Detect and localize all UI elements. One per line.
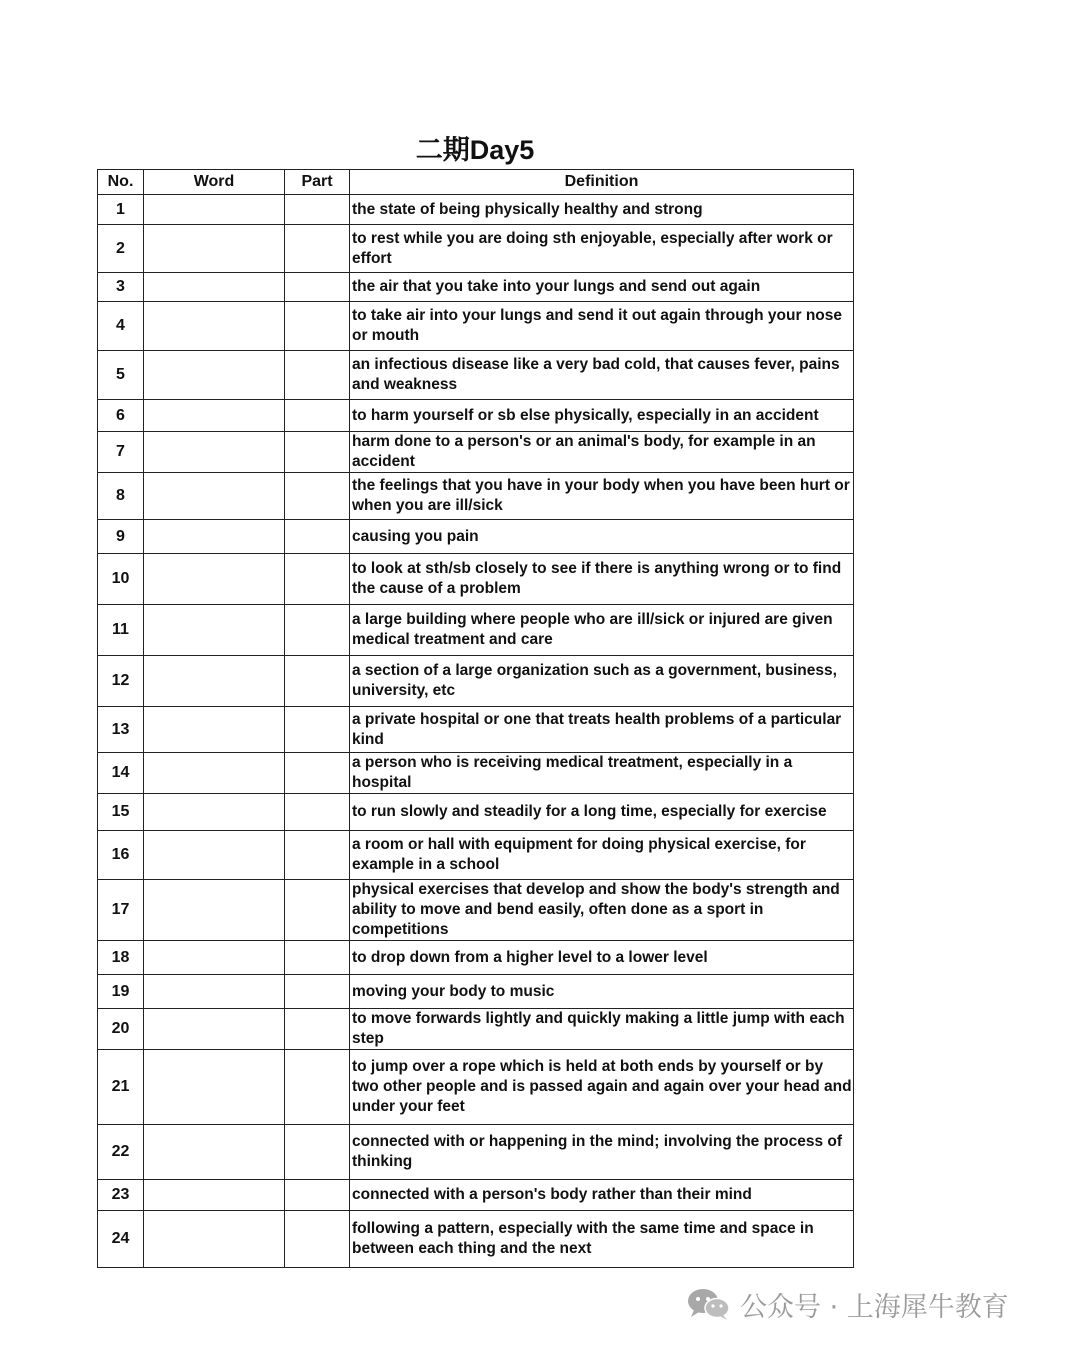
table-row <box>98 400 854 432</box>
table-row <box>98 432 854 473</box>
row-number: 6 <box>98 400 144 432</box>
row-number: 7 <box>98 432 144 473</box>
definition-cell: to rest while you are doing sth enjoyable, especially after work or effort <box>350 225 854 273</box>
word-cell <box>144 605 285 656</box>
row-number: 10 <box>98 554 144 605</box>
row-number: 24 <box>98 1211 144 1268</box>
part-cell <box>285 302 350 351</box>
row-number: 5 <box>98 351 144 400</box>
word-cell <box>144 520 285 554</box>
table-row <box>98 520 854 554</box>
definition-cell: a large building where people who are ill/sick or injured are given medical treatment and care <box>350 605 854 656</box>
watermark-text: 公众号 · 上海犀牛教育 <box>740 1291 1009 1323</box>
definition-cell: causing you pain <box>350 520 854 554</box>
watermark <box>686 1284 1009 1324</box>
part-cell <box>285 941 350 975</box>
table-row <box>98 1009 854 1050</box>
vocabulary-table <box>97 169 854 1268</box>
table-header-row <box>98 170 854 195</box>
definition-cell: a section of a large organization such as a government, business, university, etc <box>350 656 854 707</box>
table-row <box>98 707 854 753</box>
table-row <box>98 1050 854 1125</box>
definition-cell: to look at sth/sb closely to see if there is anything wrong or to find the cause of a problem <box>350 554 854 605</box>
row-number: 12 <box>98 656 144 707</box>
row-number: 20 <box>98 1009 144 1050</box>
part-cell <box>285 753 350 794</box>
part-cell <box>285 1211 350 1268</box>
word-cell <box>144 1009 285 1050</box>
word-cell <box>144 1050 285 1125</box>
word-cell <box>144 473 285 520</box>
word-cell <box>144 432 285 473</box>
part-cell <box>285 656 350 707</box>
word-cell <box>144 1211 285 1268</box>
word-cell <box>144 273 285 302</box>
table-row <box>98 656 854 707</box>
row-number: 15 <box>98 794 144 831</box>
header-definition: Definition <box>350 170 854 195</box>
part-cell <box>285 605 350 656</box>
definition-cell: to move forwards lightly and quickly making a little jump with each step <box>350 1009 854 1050</box>
definition-cell: physical exercises that develop and show the body's strength and ability to move and bend easily, often done as a sport in competitions <box>350 880 854 941</box>
word-cell <box>144 302 285 351</box>
word-cell <box>144 880 285 941</box>
word-cell <box>144 1125 285 1180</box>
header-word: Word <box>144 170 285 195</box>
part-cell <box>285 1180 350 1211</box>
word-cell <box>144 707 285 753</box>
table-row <box>98 794 854 831</box>
definition-cell: the state of being physically healthy and strong <box>350 195 854 225</box>
definition-cell: a person who is receiving medical treatment, especially in a hospital <box>350 753 854 794</box>
word-cell <box>144 753 285 794</box>
definition-cell: connected with a person's body rather than their mind <box>350 1180 854 1211</box>
part-cell <box>285 400 350 432</box>
table-row <box>98 1180 854 1211</box>
row-number: 22 <box>98 1125 144 1180</box>
page-title: 二期Day5 <box>415 135 535 165</box>
row-number: 14 <box>98 753 144 794</box>
part-cell <box>285 432 350 473</box>
part-cell <box>285 195 350 225</box>
part-cell <box>285 554 350 605</box>
part-cell <box>285 794 350 831</box>
word-cell <box>144 794 285 831</box>
word-cell <box>144 351 285 400</box>
table-row <box>98 225 854 273</box>
word-cell <box>144 975 285 1009</box>
row-number: 8 <box>98 473 144 520</box>
wechat-icon <box>686 1286 732 1322</box>
table-row <box>98 195 854 225</box>
part-cell <box>285 1050 350 1125</box>
word-cell <box>144 195 285 225</box>
part-cell <box>285 1125 350 1180</box>
part-cell <box>285 225 350 273</box>
row-number: 19 <box>98 975 144 1009</box>
table-row <box>98 302 854 351</box>
row-number: 11 <box>98 605 144 656</box>
row-number: 16 <box>98 831 144 880</box>
row-number: 13 <box>98 707 144 753</box>
table-row <box>98 473 854 520</box>
definition-cell: a private hospital or one that treats health problems of a particular kind <box>350 707 854 753</box>
row-number: 21 <box>98 1050 144 1125</box>
part-cell <box>285 831 350 880</box>
part-cell <box>285 520 350 554</box>
definition-cell: to jump over a rope which is held at both ends by yourself or by two other people and is passed again and again over your head and under your feet <box>350 1050 854 1125</box>
table-row <box>98 1211 854 1268</box>
part-cell <box>285 975 350 1009</box>
row-number: 18 <box>98 941 144 975</box>
definition-cell: to run slowly and steadily for a long time, especially for exercise <box>350 794 854 831</box>
part-cell <box>285 351 350 400</box>
row-number: 4 <box>98 302 144 351</box>
table-row <box>98 753 854 794</box>
row-number: 1 <box>98 195 144 225</box>
definition-cell: an infectious disease like a very bad cold, that causes fever, pains and weakness <box>350 351 854 400</box>
definition-cell: the air that you take into your lungs and send out again <box>350 273 854 302</box>
word-cell <box>144 1180 285 1211</box>
table-row <box>98 975 854 1009</box>
word-cell <box>144 225 285 273</box>
table-row <box>98 605 854 656</box>
table-row <box>98 273 854 302</box>
row-number: 17 <box>98 880 144 941</box>
header-part: Part <box>285 170 350 195</box>
part-cell <box>285 707 350 753</box>
table-row <box>98 880 854 941</box>
table-row <box>98 941 854 975</box>
part-cell <box>285 273 350 302</box>
definition-cell: to drop down from a higher level to a lower level <box>350 941 854 975</box>
row-number: 3 <box>98 273 144 302</box>
word-cell <box>144 554 285 605</box>
part-cell <box>285 880 350 941</box>
definition-cell: connected with or happening in the mind; involving the process of thinking <box>350 1125 854 1180</box>
definition-cell: following a pattern, especially with the same time and space in between each thing and the next <box>350 1211 854 1268</box>
part-cell <box>285 473 350 520</box>
definition-cell: to take air into your lungs and send it out again through your nose or mouth <box>350 302 854 351</box>
word-cell <box>144 400 285 432</box>
row-number: 9 <box>98 520 144 554</box>
row-number: 23 <box>98 1180 144 1211</box>
table-row <box>98 351 854 400</box>
word-cell <box>144 656 285 707</box>
word-cell <box>144 941 285 975</box>
definition-cell: to harm yourself or sb else physically, especially in an accident <box>350 400 854 432</box>
definition-cell: moving your body to music <box>350 975 854 1009</box>
part-cell <box>285 1009 350 1050</box>
table-row <box>98 554 854 605</box>
header-no: No. <box>98 170 144 195</box>
definition-cell: harm done to a person's or an animal's body, for example in an accident <box>350 432 854 473</box>
definition-cell: the feelings that you have in your body when you have been hurt or when you are ill/sick <box>350 473 854 520</box>
word-cell <box>144 831 285 880</box>
table-row <box>98 831 854 880</box>
table-row <box>98 1125 854 1180</box>
definition-cell: a room or hall with equipment for doing physical exercise, for example in a school <box>350 831 854 880</box>
row-number: 2 <box>98 225 144 273</box>
